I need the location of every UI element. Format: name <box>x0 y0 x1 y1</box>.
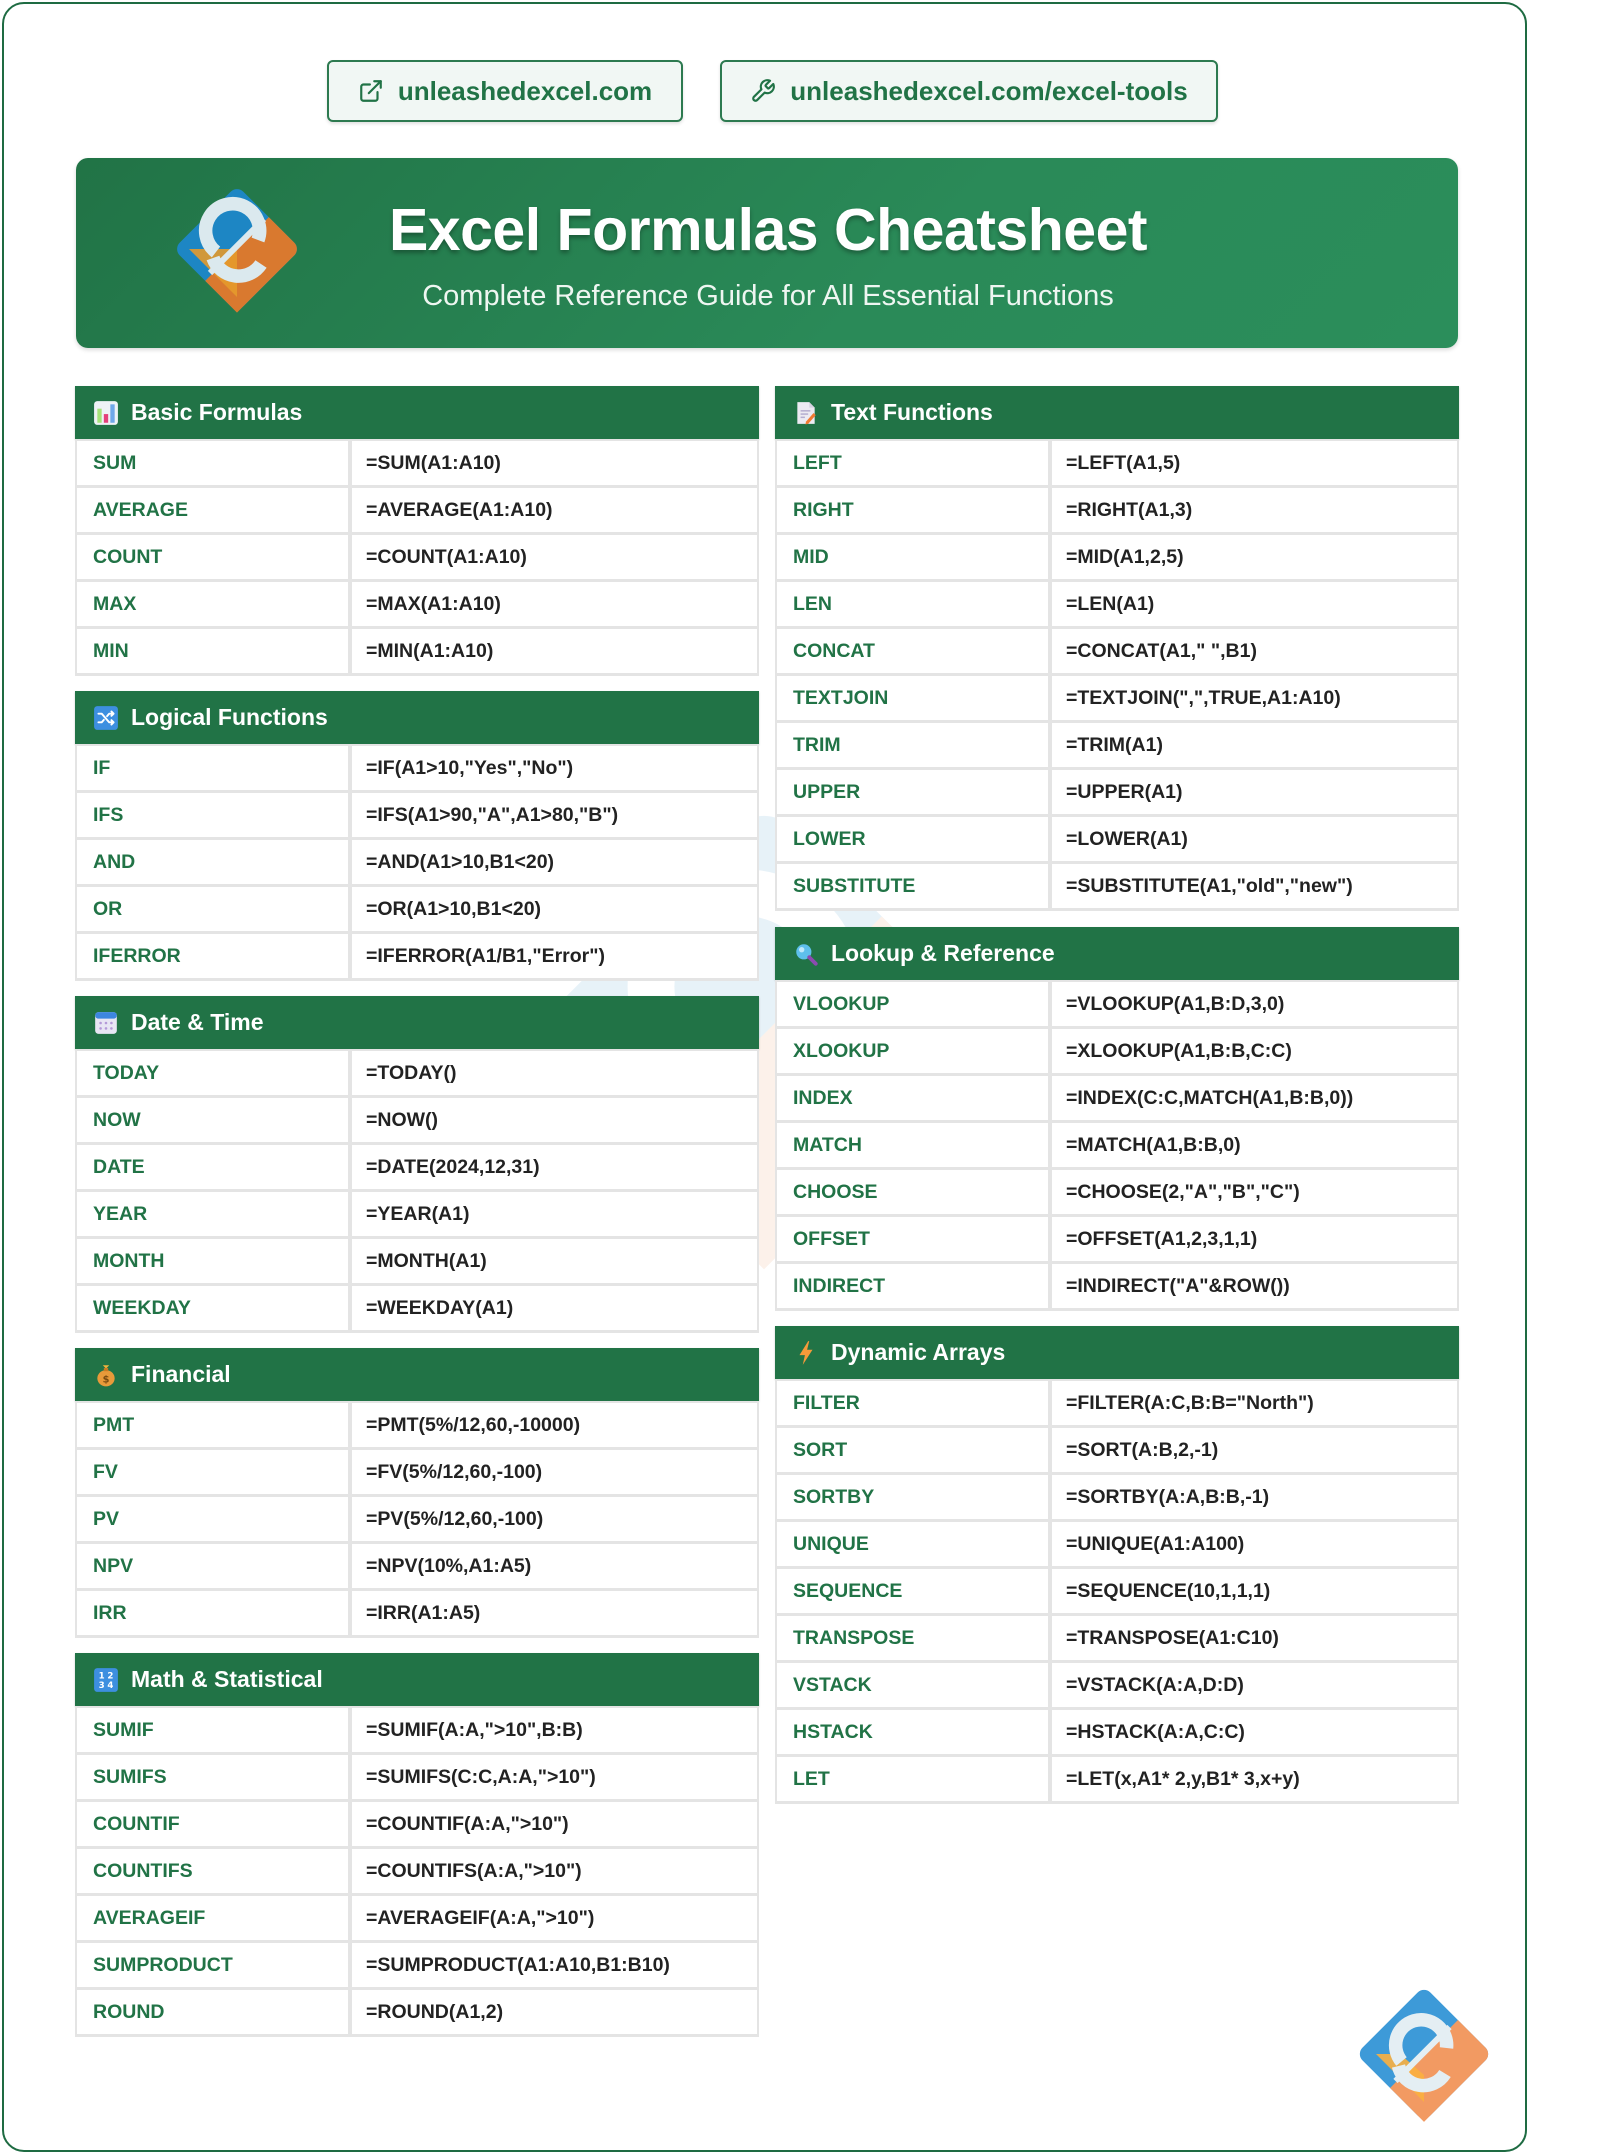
formula-example: =WEEKDAY(A1) <box>352 1286 757 1330</box>
bar-chart-icon <box>93 400 119 426</box>
section-title: Financial <box>131 1361 231 1387</box>
svg-text:2: 2 <box>107 1670 114 1681</box>
function-name: DATE <box>77 1145 348 1189</box>
function-name: OR <box>77 887 348 931</box>
function-name: YEAR <box>77 1192 348 1236</box>
section-title: Logical Functions <box>131 704 328 730</box>
formula-example: =NPV(10%,A1:A5) <box>352 1544 757 1588</box>
formula-example: =COUNTIF(A:A,">10") <box>352 1802 757 1846</box>
formula-example: =MIN(A1:A10) <box>352 629 757 673</box>
function-name: OFFSET <box>777 1217 1048 1261</box>
table-row <box>777 1522 1457 1569</box>
function-name: LEN <box>777 582 1048 626</box>
table-row <box>77 1098 757 1145</box>
function-name: TRIM <box>777 723 1048 767</box>
formula-example: =AVERAGEIF(A:A,">10") <box>352 1896 757 1940</box>
function-name: MID <box>777 535 1048 579</box>
formula-example: =HSTACK(A:A,C:C) <box>1052 1710 1457 1754</box>
external-link-icon <box>358 78 384 104</box>
function-name: TRANSPOSE <box>777 1616 1048 1660</box>
magnifier-icon <box>793 941 819 967</box>
section-financial <box>75 1348 759 1638</box>
formula-example: =MATCH(A1,B:B,0) <box>1052 1123 1457 1167</box>
formula-example: =DATE(2024,12,31) <box>352 1145 757 1189</box>
table-row <box>77 1896 757 1943</box>
cheatsheet-card <box>2 2 1527 2152</box>
table-row <box>77 1544 757 1591</box>
formula-example: =ROUND(A1,2) <box>352 1990 757 2034</box>
formula-example: =TRIM(A1) <box>1052 723 1457 767</box>
formula-example: =LOWER(A1) <box>1052 817 1457 861</box>
table-row <box>77 1990 757 2037</box>
function-name: HSTACK <box>777 1710 1048 1754</box>
table-row <box>77 746 757 793</box>
table-row <box>777 441 1457 488</box>
function-name: NPV <box>77 1544 348 1588</box>
table-row <box>777 1170 1457 1217</box>
table-row <box>777 1710 1457 1757</box>
function-name: COUNTIF <box>77 1802 348 1846</box>
formula-example: =XLOOKUP(A1,B:B,C:C) <box>1052 1029 1457 1073</box>
table-row <box>777 1123 1457 1170</box>
formula-example: =OR(A1>10,B1<20) <box>352 887 757 931</box>
function-name: SUMIFS <box>77 1755 348 1799</box>
function-name: AND <box>77 840 348 884</box>
formula-example: =SUMIFS(C:C,A:A,">10") <box>352 1755 757 1799</box>
lightning-icon <box>793 1340 819 1366</box>
function-name: PV <box>77 1497 348 1541</box>
function-name: SUMIF <box>77 1708 348 1752</box>
formula-example: =TRANSPOSE(A1:C10) <box>1052 1616 1457 1660</box>
table-row <box>777 1569 1457 1616</box>
function-name: IFERROR <box>77 934 348 978</box>
table-row <box>77 582 757 629</box>
formula-example: =IFS(A1>90,"A",A1>80,"B") <box>352 793 757 837</box>
formula-example: =SUMIF(A:A,">10",B:B) <box>352 1708 757 1752</box>
formula-example: =LET(x,A1* 2,y,B1* 3,x+y) <box>1052 1757 1457 1801</box>
brand-logo-icon <box>1349 1979 1499 2129</box>
formula-example: =COUNTIFS(A:A,">10") <box>352 1849 757 1893</box>
table-row <box>77 840 757 887</box>
function-name: SUMPRODUCT <box>77 1943 348 1987</box>
table-row <box>777 488 1457 535</box>
formula-example: =IFERROR(A1/B1,"Error") <box>352 934 757 978</box>
numbers-icon <box>93 1667 119 1693</box>
formula-example: =SORT(A:B,2,-1) <box>1052 1428 1457 1472</box>
page-subtitle: Complete Reference Guide for All Essential Functions <box>422 280 1114 312</box>
function-name: IF <box>77 746 348 790</box>
table-row <box>777 770 1457 817</box>
function-name: NOW <box>77 1098 348 1142</box>
section-header <box>775 927 1459 980</box>
section-header <box>775 1326 1459 1379</box>
table-row <box>777 1616 1457 1663</box>
formula-example: =IF(A1>10,"Yes","No") <box>352 746 757 790</box>
function-name: LOWER <box>777 817 1048 861</box>
formula-example: =UPPER(A1) <box>1052 770 1457 814</box>
formula-example: =VSTACK(A:A,D:D) <box>1052 1663 1457 1707</box>
table-row <box>77 1192 757 1239</box>
function-name: LET <box>777 1757 1048 1801</box>
formula-example: =INDIRECT("A"&ROW()) <box>1052 1264 1457 1308</box>
section-title: Basic Formulas <box>131 399 303 425</box>
section-lookup-reference <box>775 927 1459 1311</box>
table-row <box>777 1381 1457 1428</box>
table-row <box>77 1286 757 1333</box>
formula-example: =MAX(A1:A10) <box>352 582 757 626</box>
table-row <box>77 1943 757 1990</box>
formula-example: =PV(5%/12,60,-100) <box>352 1497 757 1541</box>
function-name: IRR <box>77 1591 348 1635</box>
table-row <box>777 1217 1457 1264</box>
formula-example: =VLOOKUP(A1,B:D,3,0) <box>1052 982 1457 1026</box>
function-name: WEEKDAY <box>77 1286 348 1330</box>
svg-text:4: 4 <box>107 1680 114 1691</box>
table-row <box>777 535 1457 582</box>
table-row <box>77 441 757 488</box>
table-row <box>777 629 1457 676</box>
table-row <box>777 817 1457 864</box>
section-header <box>75 691 759 744</box>
table-row <box>77 629 757 676</box>
section-title: Math & Statistical <box>131 1666 323 1692</box>
formula-example: =LEFT(A1,5) <box>1052 441 1457 485</box>
formula-example: =NOW() <box>352 1098 757 1142</box>
table-row <box>777 1428 1457 1475</box>
function-name: FILTER <box>777 1381 1048 1425</box>
formula-example: =OFFSET(A1,2,3,1,1) <box>1052 1217 1457 1261</box>
table-row <box>777 982 1457 1029</box>
section-header <box>75 996 759 1049</box>
table-row <box>77 1145 757 1192</box>
section-text-functions <box>775 386 1459 911</box>
function-name: CONCAT <box>777 629 1048 673</box>
formula-example: =CHOOSE(2,"A","B","C") <box>1052 1170 1457 1214</box>
table-row <box>77 793 757 840</box>
formula-example: =UNIQUE(A1:A100) <box>1052 1522 1457 1566</box>
table-row <box>77 1497 757 1544</box>
page-title: Excel Formulas Cheatsheet <box>388 197 1148 263</box>
function-name: AVERAGEIF <box>77 1896 348 1940</box>
formula-example: =TODAY() <box>352 1051 757 1095</box>
table-row <box>77 1239 757 1286</box>
formula-example: =SORTBY(A:A,B:B,-1) <box>1052 1475 1457 1519</box>
formula-example: =YEAR(A1) <box>352 1192 757 1236</box>
table-row <box>777 1076 1457 1123</box>
section-basic-formulas <box>75 386 759 676</box>
function-name: ROUND <box>77 1990 348 2034</box>
formula-example: =SUM(A1:A10) <box>352 441 757 485</box>
table-row <box>777 864 1457 911</box>
function-name: SORTBY <box>777 1475 1048 1519</box>
function-name: VSTACK <box>777 1663 1048 1707</box>
money-bag-icon <box>93 1362 119 1388</box>
function-name: AVERAGE <box>77 488 348 532</box>
function-name: INDEX <box>777 1076 1048 1120</box>
function-name: MIN <box>77 629 348 673</box>
table-row <box>77 1802 757 1849</box>
formula-example: =PMT(5%/12,60,-10000) <box>352 1403 757 1447</box>
tools-link-label: unleashedexcel.com/excel-tools <box>790 75 1188 106</box>
table-row <box>77 1755 757 1802</box>
section-title: Lookup & Reference <box>831 940 1055 966</box>
formula-example: =MONTH(A1) <box>352 1239 757 1283</box>
formula-example: =MID(A1,2,5) <box>1052 535 1457 579</box>
table-row <box>77 1403 757 1450</box>
function-name: SORT <box>777 1428 1048 1472</box>
function-name: CHOOSE <box>777 1170 1048 1214</box>
table-row <box>777 1757 1457 1804</box>
section-date-time <box>75 996 759 1333</box>
table-row <box>777 1264 1457 1311</box>
header-banner <box>76 158 1458 348</box>
function-name: UNIQUE <box>777 1522 1048 1566</box>
table-row <box>777 676 1457 723</box>
wrench-icon <box>750 78 776 104</box>
brand-logo-icon <box>162 174 312 324</box>
table-row <box>777 582 1457 629</box>
function-name: MONTH <box>77 1239 348 1283</box>
function-name: TEXTJOIN <box>777 676 1048 720</box>
section-title: Text Functions <box>831 399 993 425</box>
formula-example: =AVERAGE(A1:A10) <box>352 488 757 532</box>
table-row <box>777 1475 1457 1522</box>
function-name: SUM <box>77 441 348 485</box>
svg-text:1: 1 <box>98 1670 105 1681</box>
function-name: PMT <box>77 1403 348 1447</box>
function-name: COUNTIFS <box>77 1849 348 1893</box>
shuffle-icon <box>93 705 119 731</box>
function-name: MAX <box>77 582 348 626</box>
function-name: INDIRECT <box>777 1264 1048 1308</box>
table-row <box>77 1450 757 1497</box>
table-row <box>77 1849 757 1896</box>
formula-example: =SUBSTITUTE(A1,"old","new") <box>1052 864 1457 908</box>
function-name: FV <box>77 1450 348 1494</box>
table-row <box>777 1663 1457 1710</box>
function-name: UPPER <box>777 770 1048 814</box>
section-header <box>75 386 759 439</box>
function-name: MATCH <box>777 1123 1048 1167</box>
formula-example: =LEN(A1) <box>1052 582 1457 626</box>
formula-example: =IRR(A1:A5) <box>352 1591 757 1635</box>
section-title: Dynamic Arrays <box>831 1339 1006 1365</box>
website-link-button[interactable] <box>327 60 683 122</box>
section-header <box>775 386 1459 439</box>
formula-example: =TEXTJOIN(",",TRUE,A1:A10) <box>1052 676 1457 720</box>
formula-example: =SUMPRODUCT(A1:A10,B1:B10) <box>352 1943 757 1987</box>
memo-icon <box>793 400 819 426</box>
table-row <box>77 1051 757 1098</box>
formula-example: =SEQUENCE(10,1,1,1) <box>1052 1569 1457 1613</box>
table-row <box>77 535 757 582</box>
website-link-label: unleashedexcel.com <box>397 75 653 106</box>
svg-text:3: 3 <box>98 1680 105 1691</box>
section-header <box>75 1348 759 1401</box>
formula-example: =CONCAT(A1," ",B1) <box>1052 629 1457 673</box>
function-name: COUNT <box>77 535 348 579</box>
svg-text:$: $ <box>102 1374 110 1386</box>
table-row <box>77 887 757 934</box>
function-name: SEQUENCE <box>777 1569 1048 1613</box>
function-name: RIGHT <box>777 488 1048 532</box>
formula-example: =COUNT(A1:A10) <box>352 535 757 579</box>
formula-example: =FILTER(A:C,B:B="North") <box>1052 1381 1457 1425</box>
formula-example: =INDEX(C:C,MATCH(A1,B:B,0)) <box>1052 1076 1457 1120</box>
section-title: Date & Time <box>131 1009 264 1035</box>
function-name: VLOOKUP <box>777 982 1048 1026</box>
function-name: SUBSTITUTE <box>777 864 1048 908</box>
table-row <box>777 723 1457 770</box>
section-logical-functions <box>75 691 759 981</box>
formula-example: =FV(5%/12,60,-100) <box>352 1450 757 1494</box>
formula-example: =AND(A1>10,B1<20) <box>352 840 757 884</box>
table-row <box>77 1708 757 1755</box>
calendar-icon <box>93 1010 119 1036</box>
section-header <box>75 1653 759 1706</box>
section-math-statistical <box>75 1653 759 2037</box>
function-name: TODAY <box>77 1051 348 1095</box>
table-row <box>77 488 757 535</box>
function-name: XLOOKUP <box>777 1029 1048 1073</box>
section-dynamic-arrays <box>775 1326 1459 1804</box>
link-bar <box>4 58 1527 122</box>
tools-link-button[interactable] <box>720 60 1218 122</box>
table-row <box>77 934 757 981</box>
function-name: IFS <box>77 793 348 837</box>
formula-example: =RIGHT(A1,3) <box>1052 488 1457 532</box>
table-row <box>777 1029 1457 1076</box>
function-name: LEFT <box>777 441 1048 485</box>
table-row <box>77 1591 757 1638</box>
